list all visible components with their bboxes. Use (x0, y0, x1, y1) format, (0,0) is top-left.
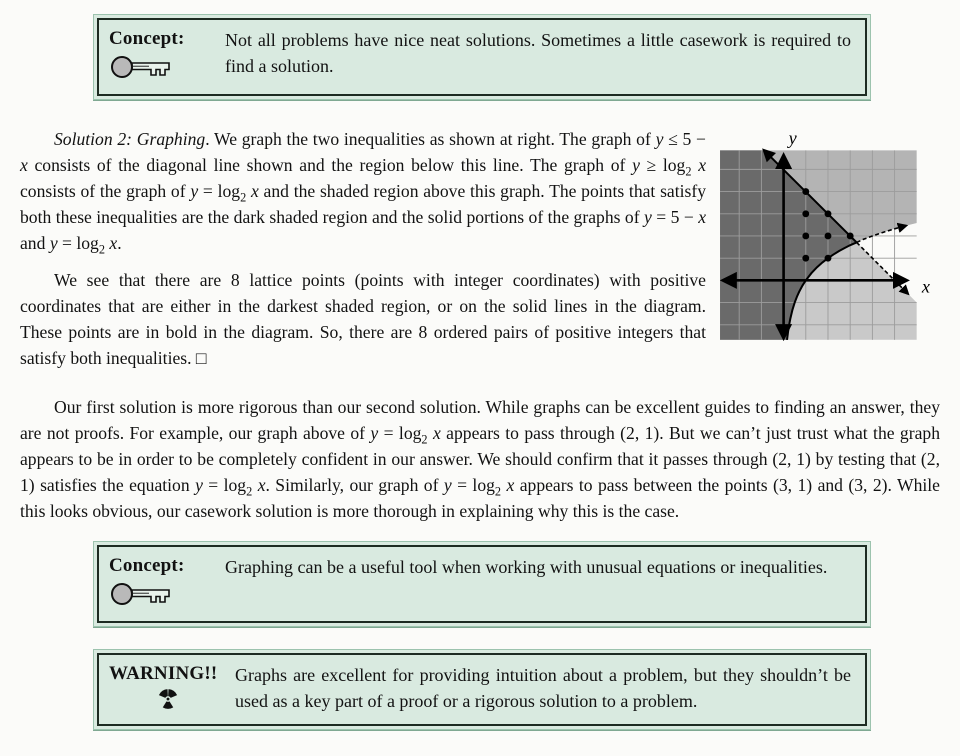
lattice-point (825, 255, 832, 262)
y-axis-label: y (788, 128, 797, 149)
solution-text (20, 126, 940, 524)
radiation-icon (157, 688, 179, 715)
inequality-graph-figure (718, 128, 940, 345)
warning-label: WARNING!! (109, 663, 218, 684)
paragraph-lattice-points: We see that there are 8 lattice points (points with integer coordinates) with positive coordinates that are either in the darkest shaded region, or on the solid lines in the diagram. These points are in bold in the diagram. So, there are 8 ordered pairs of positive integers that satisfy both inequalities. □ (20, 270, 706, 368)
paragraph-rigor: Our first solution is more rigorous than our second solution. While graphs can be excellent guides to finding an answer, they are not proofs. For example, our graph above of $y = \log_2 x$ appears to pass through (2, 1). But we can’t just trust what the graph appears to be in order to be completely confident in our answer. We should confirm that it passes through (2, 1) by testing that (2, 1) satisfies the equation $y = \log_2 x$. Similarly, our graph of $y = \log_2 x$ appears to pass between the points (3, 1) and (3, 2). While this looks obvious, our casework solution is more thorough in explaining why this is the case. (20, 397, 940, 521)
concept-box-1 (93, 14, 871, 100)
lattice-point (802, 210, 809, 217)
key-icon (109, 581, 173, 612)
lattice-point (802, 255, 809, 262)
x-axis-label: x (921, 276, 930, 297)
key-icon (109, 54, 173, 85)
lattice-point (825, 210, 832, 217)
warning-box (93, 649, 871, 730)
inequality-graph (718, 128, 940, 345)
lattice-point (802, 233, 809, 240)
paragraph-solution2: Solution 2: Graphing. We graph the two inequalities as shown at right. The graph of y ≤ 5 − x consists of the diagonal line shown and the region below this line. The graph of $y \ge \log_2 x$ consists of the graph of $y = \log_2 x$ and the shaded region above this graph. The points that satisfy both these inequalities are the dark shaded region and the solid portions of the graphs of y = 5 − x and $y = \log_2 x$. (20, 129, 707, 257)
lattice-point (825, 233, 832, 240)
lattice-point (802, 188, 809, 195)
concept-label: Concept: (109, 555, 185, 576)
concept-text: Graphing can be a useful tool when working with unusual equations or inequalities. (225, 557, 828, 577)
concept-text: Not all problems have nice neat solutions. Sometimes a little casework is required to find a solution. (225, 30, 851, 76)
warning-text: Graphs are excellent for providing intuition about a problem, but they shouldn’t be used as a key part of a proof or a rigorous solution to a problem. (235, 665, 851, 711)
lattice-point (847, 233, 854, 240)
concept-label: Concept: (109, 28, 185, 49)
concept-box-2 (93, 541, 871, 627)
